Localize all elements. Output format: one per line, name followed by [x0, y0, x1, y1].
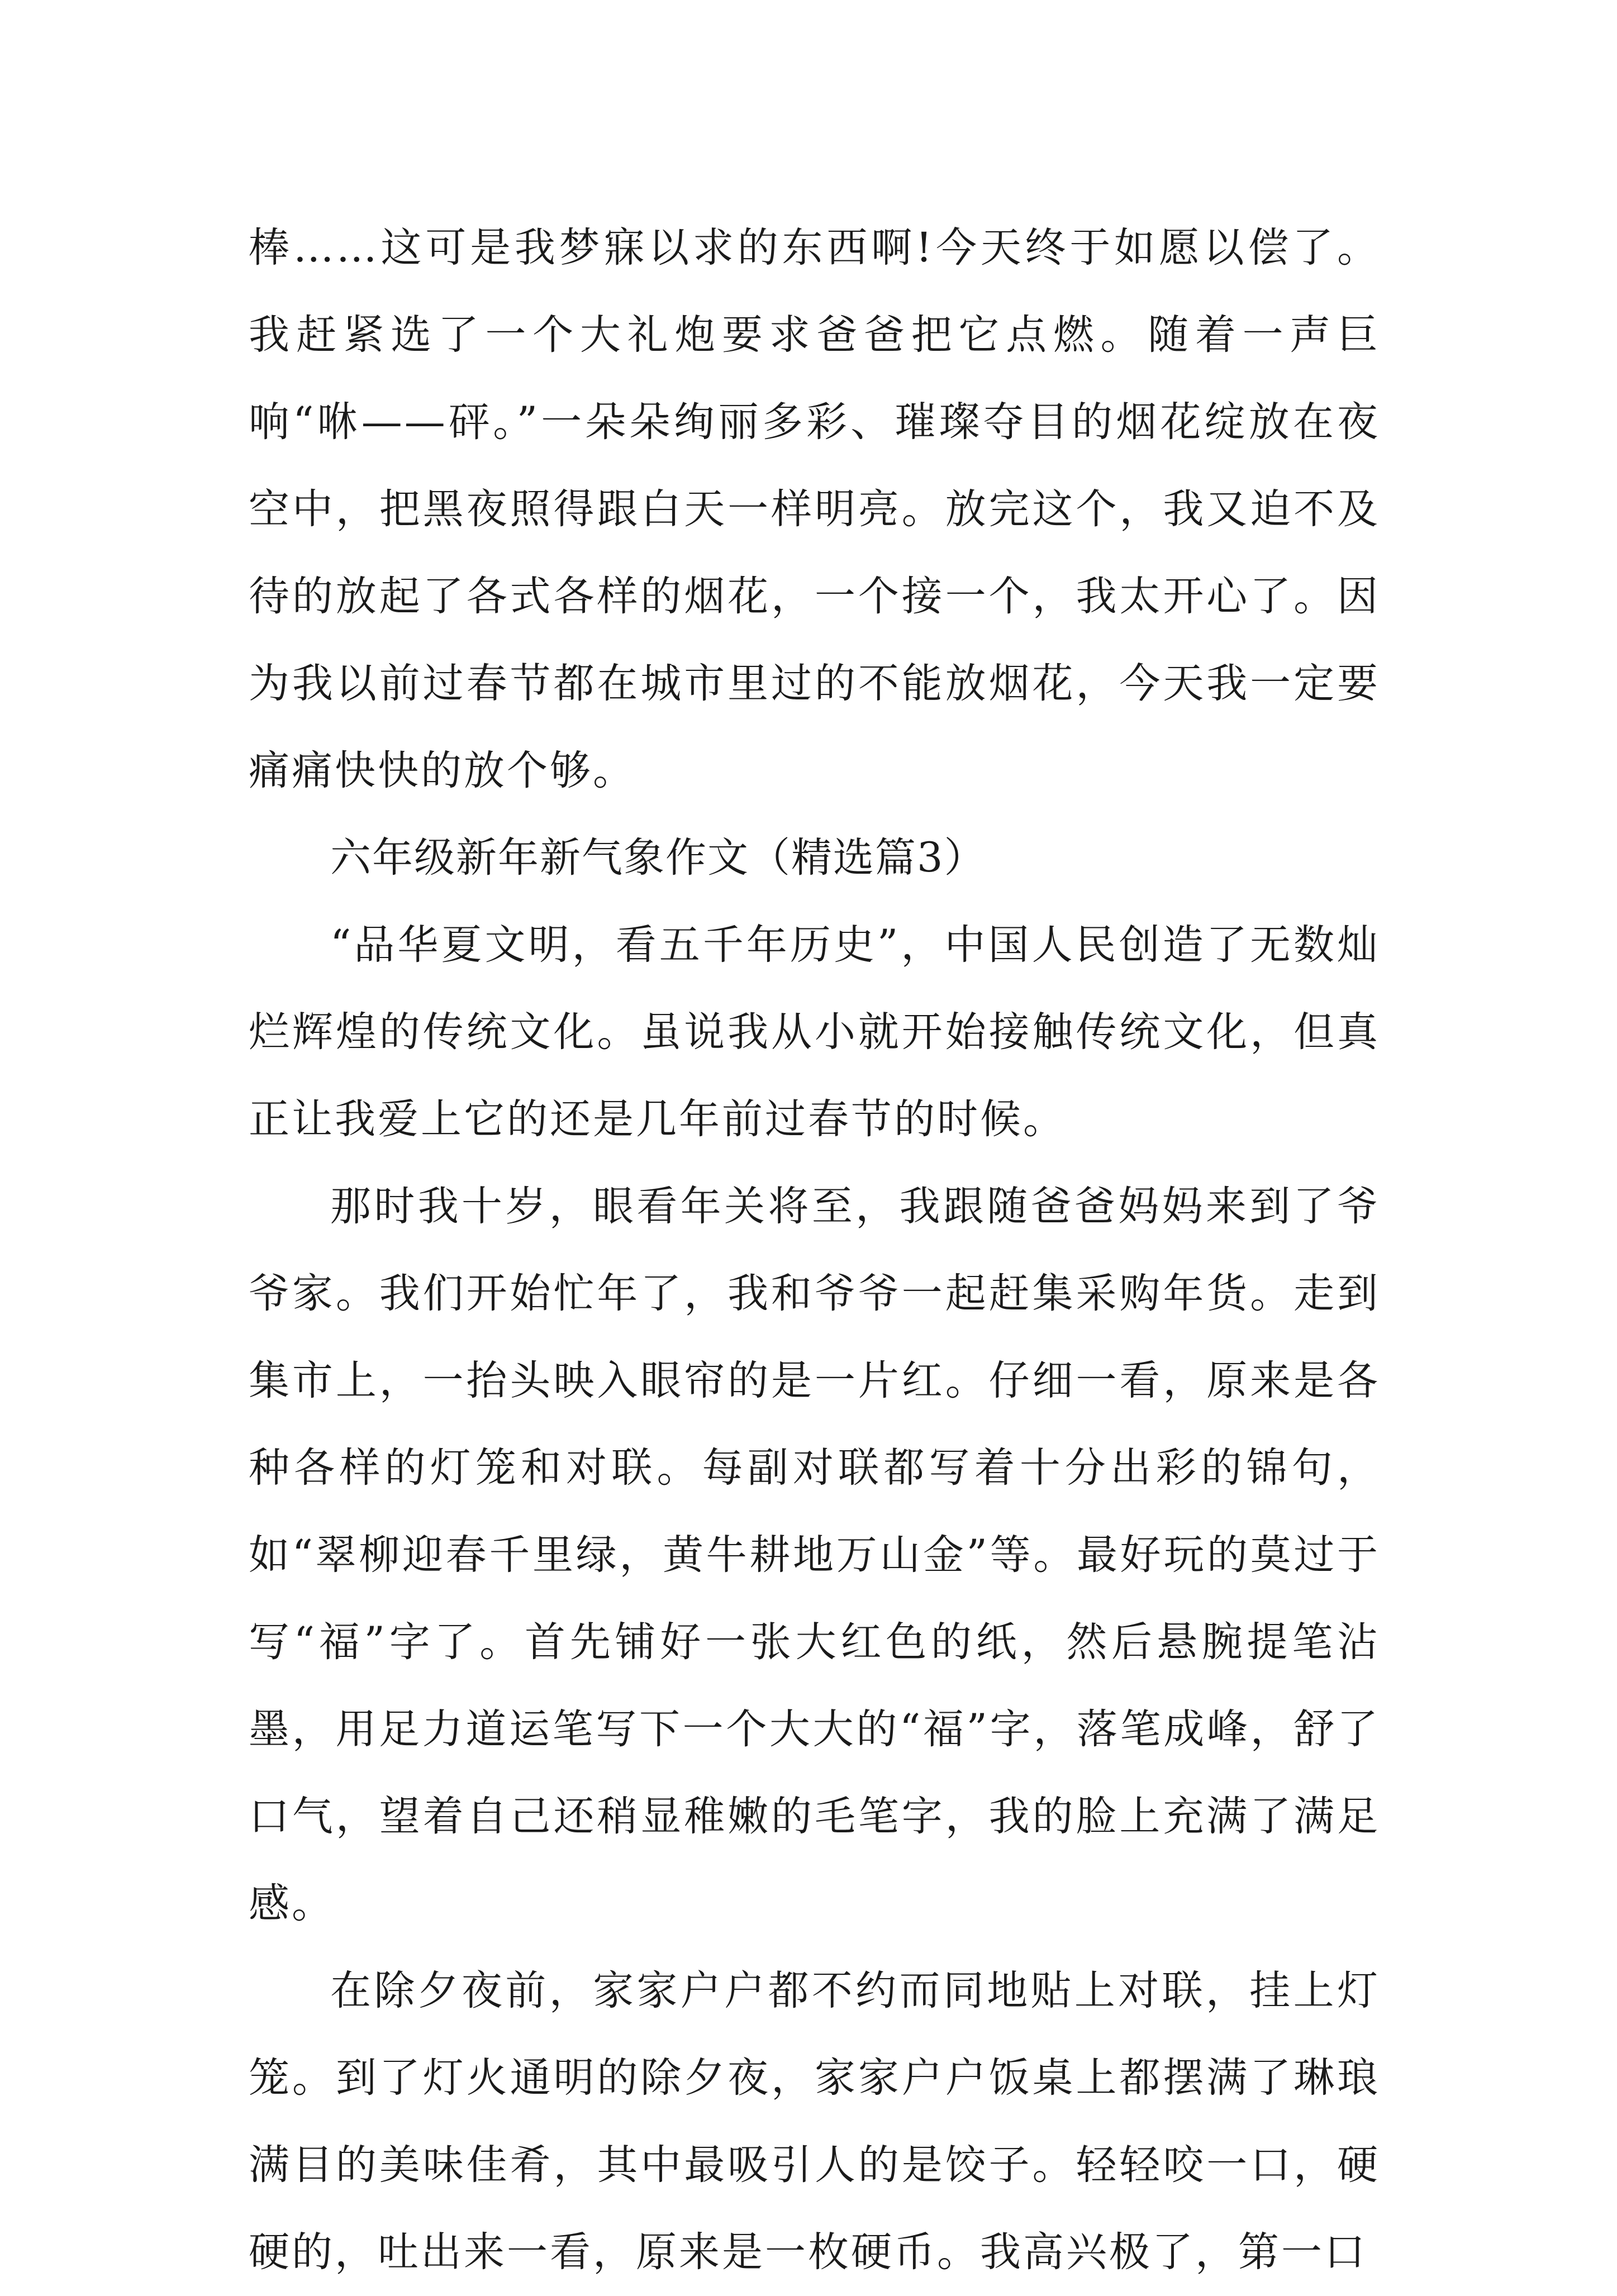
paragraph: 那时我十岁，眼看年关将至，我跟随爸爸妈妈来到了爷爷家。我们开始忙年了，我和爷爷一起赶集采购年货。走到集市上，一抬头映入眼帘的是一片红。仔细一看，原来是各种各样的灯笼和对联。每副对联都写着十分出彩的锦句，如“翠柳迎春千里绿，黄牛耕地万山金”等。最好玩的莫过于写“福”字了。首先铺好一张大红色的纸，然后悬腕提笔沾墨，用足力道运笔写下一个大大的“福”字，落笔成峰，舒了口气，望着自己还稍显稚嫩的毛笔字，我的脸上充满了满足感。: [249, 1183, 1380, 1927]
paragraph: 在除夕夜前，家家户户都不约而同地贴上对联，挂上灯笼。到了灯火通明的除夕夜，家家户户饭桌上都摆满了琳琅满目的美味佳肴，其中最吸引人的是饺子。轻轻咬一口，硬硬的，吐出来一看，原来是一枚硬币。我高兴极了，第一口: [249, 1967, 1380, 2276]
section-heading: 六年级新年新气象作文（精选篇3）: [330, 834, 986, 882]
paragraph-continuation: 棒……这可是我梦寐以求的东西啊!今天终于如愿以偿了。我赶紧选了一个大礼炮要求爸爸把它点燃。随着一声巨响“咻——砰。”一朵朵绚丽多彩、璀璨夺目的烟花绽放在夜空中，把黑夜照得跟白天一样明亮。放完这个，我又迫不及待的放起了各式各样的烟花，一个接一个，我太开心了。因为我以前过春节都在城市里过的不能放烟花，今天我一定要痛痛快快的放个够。: [249, 224, 1380, 794]
document-body: [249, 204, 1380, 2296]
paragraph: “品华夏文明，看五千年历史”，中国人民创造了无数灿烂辉煌的传统文化。虽说我从小就开始接触传统文化，但真正让我爱上它的还是几年前过春节的时候。: [249, 921, 1380, 1143]
